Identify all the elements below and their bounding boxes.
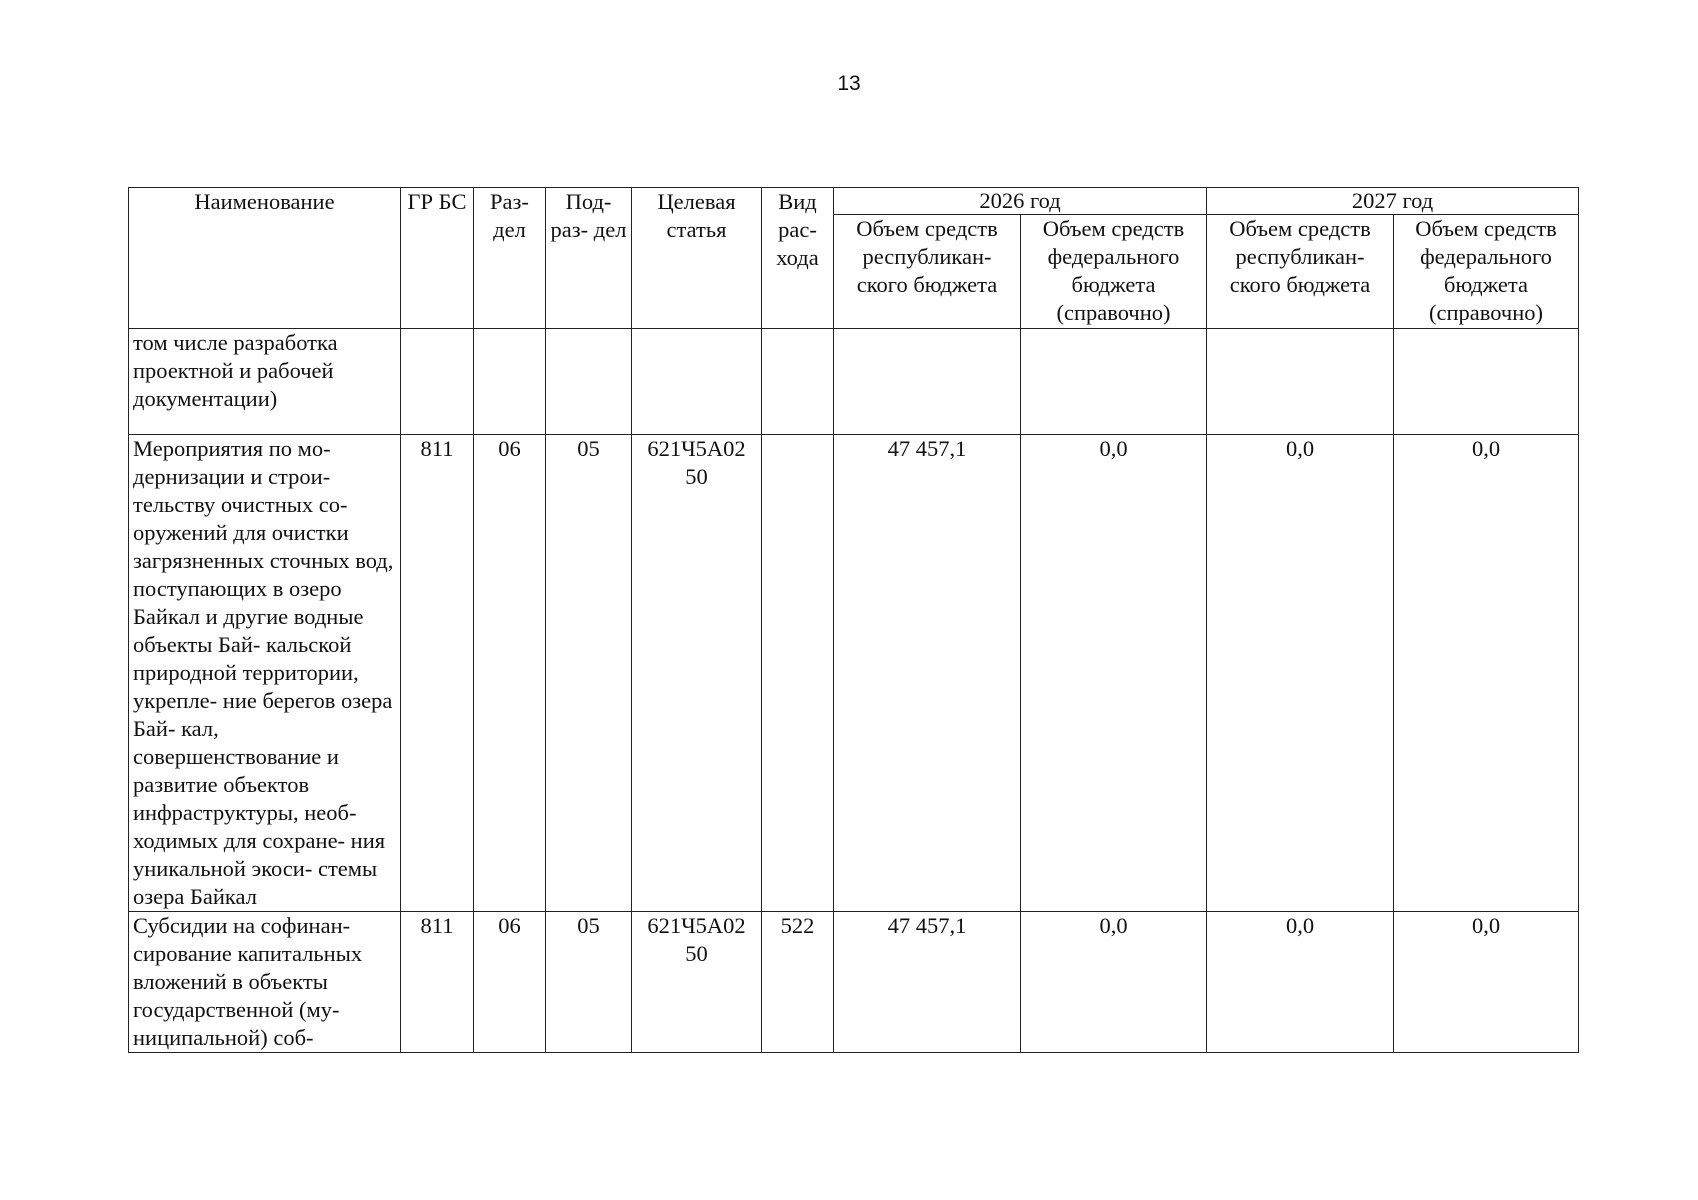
cell-fed-2027: 0,0 [1394, 912, 1579, 1053]
table-row [129, 912, 1579, 1053]
cell-rep-2026: 47 457,1 [834, 912, 1021, 1053]
budget-table [128, 187, 1579, 1053]
cell-fed-2026 [1021, 329, 1207, 435]
cell-podrazdel [546, 329, 632, 435]
cell-rep-2027: 0,0 [1207, 912, 1394, 1053]
cell-name: том числе разработка проектной и рабочей документации) [129, 329, 401, 435]
header-fed-budget-2027: Объем средств федерального бюджета (справочно) [1394, 215, 1579, 329]
header-celevaya-statya: Целевая статья [632, 188, 762, 329]
cell-podrazdel: 05 [546, 435, 632, 912]
cell-fed-2027: 0,0 [1394, 435, 1579, 912]
header-name: Наименование [129, 188, 401, 329]
cell-rep-2027 [1207, 329, 1394, 435]
cell-vid-rashoda: 522 [762, 912, 834, 1053]
cell-rep-2026 [834, 329, 1021, 435]
table-row [129, 435, 1579, 912]
header-year-2027: 2027 год [1207, 188, 1579, 215]
cell-vid-rashoda [762, 329, 834, 435]
cell-rep-2027: 0,0 [1207, 435, 1394, 912]
header-podrazdel: Под- раз- дел [546, 188, 632, 329]
cell-grbs [401, 329, 474, 435]
header-rep-budget-2026: Объем средств республикан- ского бюджета [834, 215, 1021, 329]
header-vid-rashoda: Вид рас- хода [762, 188, 834, 329]
cell-razdel [474, 329, 546, 435]
cell-vid-rashoda [762, 435, 834, 912]
cell-razdel: 06 [474, 435, 546, 912]
cell-podrazdel: 05 [546, 912, 632, 1053]
cell-razdel: 06 [474, 912, 546, 1053]
header-fed-budget-2026: Объем средств федерального бюджета (справочно) [1021, 215, 1207, 329]
cell-fed-2026: 0,0 [1021, 912, 1207, 1053]
cell-fed-2027 [1394, 329, 1579, 435]
table-row [129, 329, 1579, 435]
header-row-1 [129, 188, 1579, 215]
page-number: 13 [837, 72, 861, 95]
cell-fed-2026: 0,0 [1021, 435, 1207, 912]
cell-celevaya-statya [632, 329, 762, 435]
header-rep-budget-2027: Объем средств республикан- ского бюджета [1207, 215, 1394, 329]
cell-rep-2026: 47 457,1 [834, 435, 1021, 912]
cell-name: Субсидии на софинан- сирование капитальных вложений в объекты государственной (му- ниципальной) соб- [129, 912, 401, 1053]
header-razdel: Раз- дел [474, 188, 546, 329]
header-grbs: ГР БС [401, 188, 474, 329]
cell-grbs: 811 [401, 912, 474, 1053]
cell-name: Мероприятия по мо- дернизации и строи- тельству очистных со- оружений для очистки загрязненных сточных вод, поступающих в озеро Байкал и другие водные объекты Бай- кальской природной территории, укрепле- ние берегов озера Бай- кал, совершенствование и развитие объектов инфраструктуры, необ- ходимых для сохране- ния уникальной экоси- стемы озера Байкал [129, 435, 401, 912]
cell-grbs: 811 [401, 435, 474, 912]
cell-celevaya-statya: 621Ч5А02 50 [632, 435, 762, 912]
header-year-2026: 2026 год [834, 188, 1207, 215]
cell-celevaya-statya: 621Ч5А02 50 [632, 912, 762, 1053]
